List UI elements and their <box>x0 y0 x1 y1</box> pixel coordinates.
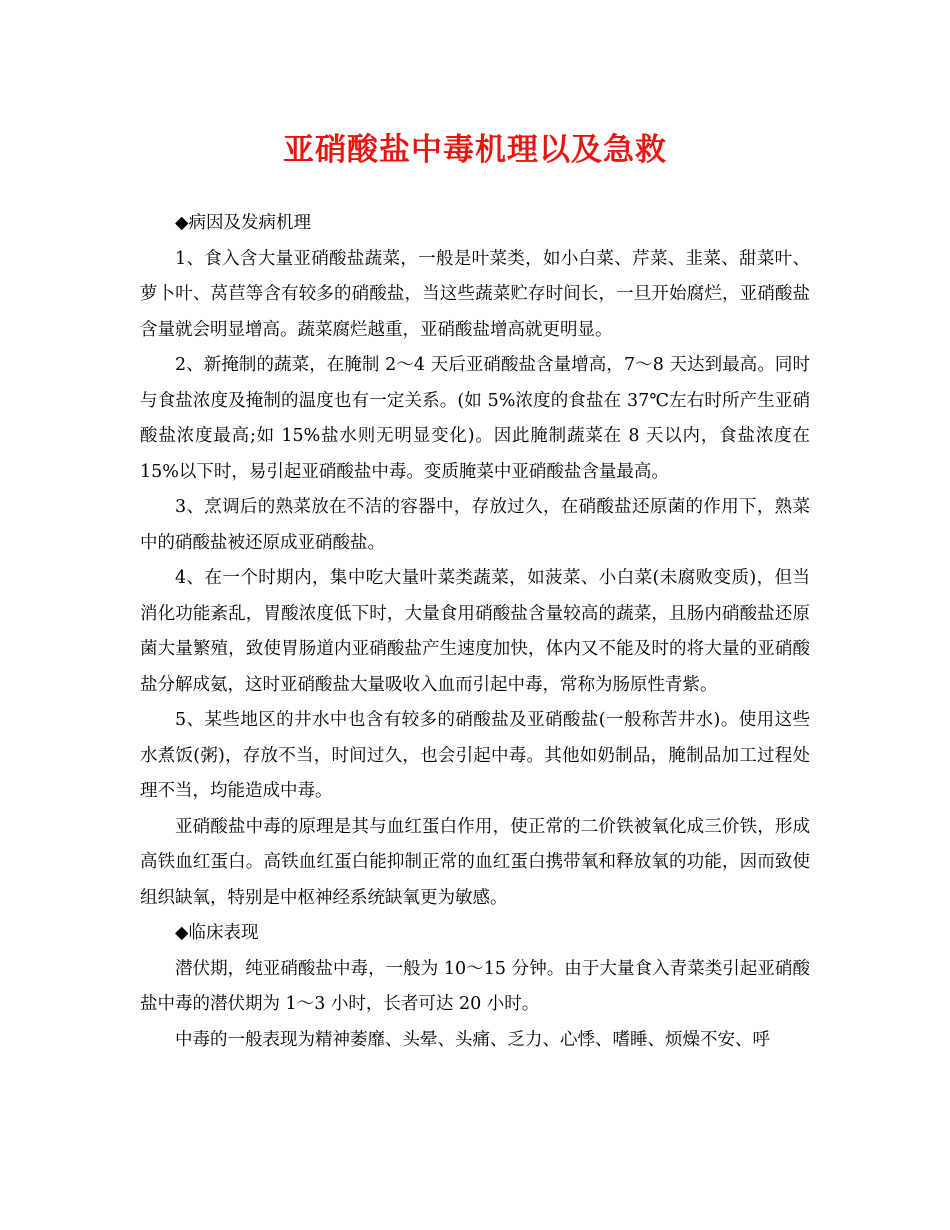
paragraph: 5、某些地区的井水中也含有较多的硝酸盐及亚硝酸盐(一般称苦井水)。使用这些水煮饭(粥)，存放不当，时间过久，也会引起中毒。其他如奶制品，腌制品加工过程处理不当，均能造成中毒。 <box>140 710 810 801</box>
section-heading-etiology: ◆病因及发病机理 <box>175 213 311 233</box>
paragraph: 2、新掩制的蔬菜，在腌制 2～4 天后亚硝酸盐含量增高，7～8 天达到最高。同时与食盐浓度及掩制的温度也有一定关系。(如 5%浓度的食盐在 37℃左右时所产生亚硝酸盐浓度最高;如 15%盐水则无明显变化)。因此腌制蔬菜在 8 天以内，食盐浓度在 15%以下时，易引起亚硝酸盐中毒。变质腌菜中亚硝酸盐含量最高。 <box>140 355 810 482</box>
paragraph: 4、在一个时期内，集中吃大量叶菜类蔬菜，如菠菜、小白菜(未腐败变质)，但当消化功能紊乱，胃酸浓度低下时，大量食用硝酸盐含量较高的蔬菜，且肠内硝酸盐还原菌大量繁殖，致使胃肠道内亚硝酸盐产生速度加快，体内又不能及时的将大量的亚硝酸盐分解成氨，这时亚硝酸盐大量吸收入血而引起中毒，常称为肠原性青紫。 <box>140 568 810 695</box>
paragraph: 亚硝酸盐中毒的原理是其与血红蛋白作用，使正常的二价铁被氧化成三价铁，形成高铁血红蛋白。高铁血红蛋白能抑制正常的血红蛋白携带氧和释放氧的功能，因而致使组织缺氧，特别是中枢神经系统缺氧更为敏感。 <box>140 816 810 908</box>
paragraph: 中毒的一般表现为精神萎靡、头晕、头痛、乏力、心悸、嗜睡、烦燥不安、呼 <box>175 1029 770 1050</box>
section-heading-clinical: ◆临床表现 <box>175 923 259 943</box>
paragraph: 1、食入含大量亚硝酸盐蔬菜，一般是叶菜类，如小白菜、芹菜、韭菜、甜菜叶、萝卜叶、莴苣等含有较多的硝酸盐，当这些蔬菜贮存时间长，一旦开始腐烂，亚硝酸盐含量就会明显增高。蔬菜腐烂越重，亚硝酸盐增高就更明显。 <box>140 248 810 340</box>
document-title: 亚硝酸盐中毒机理以及急救 <box>283 132 667 168</box>
paragraph: 潜伏期，纯亚硝酸盐中毒，一般为 10～15 分钟。由于大量食入青菜类引起亚硝酸盐中毒的潜伏期为 1～3 小时，长者可达 20 小时。 <box>140 958 810 1014</box>
paragraph: 3、烹调后的熟菜放在不洁的容器中，存放过久，在硝酸盐还原菌的作用下，熟菜中的硝酸盐被还原成亚硝酸盐。 <box>140 497 810 553</box>
document-body <box>140 206 810 1058</box>
